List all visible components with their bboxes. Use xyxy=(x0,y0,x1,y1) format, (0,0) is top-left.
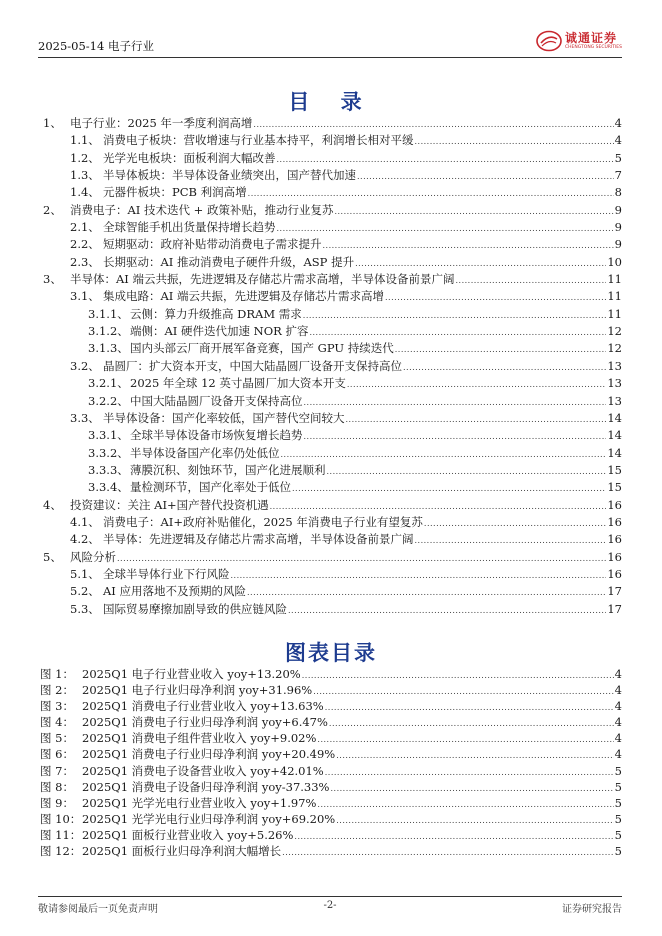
entry-number: 3.1.2、 xyxy=(88,324,129,339)
leader-dots xyxy=(355,255,606,272)
toc-entry[interactable] xyxy=(40,150,622,167)
toc-entry[interactable] xyxy=(40,601,622,618)
toc-entry[interactable] xyxy=(40,549,622,566)
leader-dots xyxy=(357,168,614,185)
entry-number: 图 6： xyxy=(40,747,74,762)
entry-title: 薄膜沉积、刻蚀环节，国产化进展顺利 xyxy=(130,462,326,477)
entry-page: 12 xyxy=(607,341,622,356)
entry-number: 图 12： xyxy=(40,844,82,859)
entry-number: 3.1.1、 xyxy=(88,306,129,321)
leader-dots xyxy=(336,748,613,764)
leader-dots xyxy=(309,324,606,341)
entry-title: 消费电子板块：营收增速与行业基本持平，利润增长相对平缓 xyxy=(103,133,414,148)
entry-title: 半导体板块：半导体设备业绩突出，国产替代加速 xyxy=(103,168,356,183)
figure-entry[interactable] xyxy=(40,843,622,859)
entry-number: 5.1、 xyxy=(70,566,100,581)
figure-entry[interactable] xyxy=(40,666,622,682)
entry-title: 全球半导体行业下行风险 xyxy=(103,566,230,581)
entry-title: 半导体设备：国产化率较低，国产替代空间较大 xyxy=(103,410,345,425)
figure-entry[interactable] xyxy=(40,827,622,843)
toc-entry[interactable] xyxy=(40,323,622,340)
toc-entry[interactable] xyxy=(40,427,622,444)
leader-dots xyxy=(294,829,613,845)
entry-title: 光学光电板块：面板利润大幅改善 xyxy=(103,150,276,165)
leader-dots xyxy=(336,813,613,829)
leader-dots xyxy=(231,567,607,584)
leader-dots xyxy=(303,307,607,324)
leader-dots xyxy=(395,341,607,358)
entry-title: 消费电子：AI 技术迭代 + 政策补贴，推动行业复苏 xyxy=(70,202,334,217)
entry-page: 4 xyxy=(614,731,622,746)
leader-dots xyxy=(347,376,606,393)
entry-title: 风险分析 xyxy=(70,549,116,564)
entry-number: 4、 xyxy=(43,497,62,512)
entry-title: 消费电子：AI+政府补贴催化，2025 年消费电子行业有望复苏 xyxy=(103,514,423,529)
leader-dots xyxy=(304,428,607,445)
entry-title: 2025Q1 电子行业营业收入 yoy+13.20% xyxy=(82,667,301,681)
entry-page: 11 xyxy=(607,306,622,321)
toc-entry[interactable] xyxy=(40,340,622,357)
entry-title: 2025Q1 消费电子行业归母净利润 yoy+6.47% xyxy=(82,715,328,730)
entry-number: 1、 xyxy=(43,116,62,130)
entry-title: 短期驱动：政府补贴带动消费电子需求提升 xyxy=(103,237,322,252)
leader-dots xyxy=(281,446,607,463)
entry-page: 16 xyxy=(607,566,622,581)
entry-title: 2025 年全球 12 英寸晶圆厂加大资本开支 xyxy=(130,376,346,391)
figure-list xyxy=(40,666,622,859)
leader-dots xyxy=(248,185,614,202)
logo-chinese-name: 诚通证券 xyxy=(564,30,617,45)
figure-entry[interactable] xyxy=(40,714,622,730)
toc-entry[interactable] xyxy=(40,497,622,514)
entry-page: 16 xyxy=(607,497,622,512)
leader-dots xyxy=(330,781,613,797)
figure-entry[interactable] xyxy=(40,730,622,746)
toc-entry[interactable] xyxy=(40,236,622,253)
entry-number: 图 1： xyxy=(40,667,74,681)
entry-title: 元器件板块：PCB 利润高增 xyxy=(103,185,247,200)
toc-entry[interactable] xyxy=(40,132,622,149)
entry-title: 量检测环节，国产化率处于低位 xyxy=(130,480,291,495)
entry-number: 3.3.2、 xyxy=(88,445,129,460)
toc-entry[interactable] xyxy=(40,531,622,548)
leader-dots xyxy=(277,220,614,237)
entry-title: 投资建议：关注 AI+国产替代投资机遇 xyxy=(70,497,269,512)
toc-entry[interactable] xyxy=(40,115,622,132)
entry-title: 国际贸易摩擦加剧导致的供应链风险 xyxy=(103,601,287,616)
entry-number: 3.2.2、 xyxy=(88,393,129,408)
leader-dots xyxy=(385,289,606,306)
leader-dots xyxy=(325,700,614,716)
leader-dots xyxy=(117,550,606,567)
entry-number: 2、 xyxy=(43,202,62,217)
logo-english-name: CHENGTONG SECURITIES xyxy=(564,44,622,50)
entry-title: 2025Q1 消费电子设备营业收入 yoy+42.01% xyxy=(82,763,324,778)
figure-entry[interactable] xyxy=(40,763,622,779)
figure-entry[interactable] xyxy=(40,682,622,698)
entry-page: 7 xyxy=(614,168,622,183)
disclaimer-note: 敬请参阅最后一页免责声明 xyxy=(38,904,158,915)
entry-title: 中国大陆晶圆厂设备开支保持高位 xyxy=(130,393,303,408)
entry-page: 5 xyxy=(614,779,622,794)
entry-page: 15 xyxy=(607,480,622,495)
toc-entry[interactable] xyxy=(40,410,622,427)
toc-entry[interactable] xyxy=(40,202,622,219)
entry-title: 国内头部云厂商开展军备竞赛，国产 GPU 持续迭代 xyxy=(130,341,394,356)
entry-page: 13 xyxy=(607,358,622,373)
entry-number: 3.1.3、 xyxy=(88,341,129,356)
entry-page: 13 xyxy=(607,376,622,391)
toc-entry[interactable] xyxy=(40,445,622,462)
toc-entry[interactable] xyxy=(40,583,622,600)
page-header xyxy=(38,28,622,56)
leader-dots xyxy=(456,272,607,289)
entry-page: 4 xyxy=(614,116,622,130)
entry-page: 5 xyxy=(614,844,622,859)
entry-number: 5.2、 xyxy=(70,584,100,599)
entry-page: 5 xyxy=(614,150,622,165)
leader-dots xyxy=(253,116,613,133)
entry-page: 13 xyxy=(607,393,622,408)
leader-dots xyxy=(317,732,613,748)
leader-dots xyxy=(334,203,613,220)
entry-number: 3.2、 xyxy=(70,358,100,373)
entry-title: 2025Q1 消费电子组件营业收入 yoy+9.02% xyxy=(82,731,317,746)
entry-number: 1.2、 xyxy=(70,150,100,165)
entry-title: 半导体设备国产化率仍处低位 xyxy=(130,445,280,460)
entry-number: 4.2、 xyxy=(70,532,100,547)
entry-title: 2025Q1 光学光电行业归母净利润 yoy+69.20% xyxy=(82,811,336,826)
leader-dots xyxy=(415,133,614,150)
entry-number: 3、 xyxy=(43,272,62,287)
entry-number: 2.3、 xyxy=(70,254,100,269)
entry-page: 11 xyxy=(607,272,622,287)
entry-page: 15 xyxy=(607,462,622,477)
leader-dots xyxy=(327,463,607,480)
report-type: 证券研究报告 xyxy=(562,904,622,915)
leader-dots xyxy=(317,797,613,813)
entry-title: 2025Q1 光学光电行业营业收入 yoy+1.97% xyxy=(82,795,317,810)
entry-page: 17 xyxy=(607,601,622,616)
entry-page: 5 xyxy=(614,827,622,842)
entry-page: 4 xyxy=(614,133,622,148)
entry-page: 4 xyxy=(614,747,622,762)
leader-dots xyxy=(329,716,614,732)
toc-entry[interactable] xyxy=(40,479,622,496)
entry-page: 5 xyxy=(614,763,622,778)
entry-page: 14 xyxy=(607,410,622,425)
entry-title: 全球半导体设备市场恢复增长趋势 xyxy=(130,428,303,443)
leader-dots xyxy=(247,584,606,601)
leader-dots xyxy=(270,498,607,515)
toc-entry[interactable] xyxy=(40,184,622,201)
entry-number: 5、 xyxy=(43,549,62,564)
entry-page: 14 xyxy=(607,428,622,443)
toc-entry[interactable] xyxy=(40,271,622,288)
entry-number: 3.3、 xyxy=(70,410,100,425)
leader-dots xyxy=(292,480,606,497)
entry-page: 17 xyxy=(607,584,622,599)
entry-number: 图 4： xyxy=(40,715,74,730)
entry-title: 半导体：先进逻辑及存储芯片需求高增，半导体设备前景广阔 xyxy=(103,532,414,547)
entry-number: 3.3.4、 xyxy=(88,480,129,495)
entry-title: 端侧：AI 硬件迭代加速 NOR 扩容 xyxy=(130,324,309,339)
entry-page: 4 xyxy=(614,699,622,714)
entry-number: 图 8： xyxy=(40,779,74,794)
entry-page: 12 xyxy=(607,324,622,339)
toc-entry[interactable] xyxy=(40,393,622,410)
entry-title: AI 应用落地不及预期的风险 xyxy=(103,584,247,599)
entry-number: 3.1、 xyxy=(70,289,100,304)
figure-entry[interactable] xyxy=(40,746,622,762)
table-of-contents xyxy=(40,115,622,618)
header-date-sector: 2025-05-14 电子行业 xyxy=(38,39,154,53)
entry-page: 4 xyxy=(614,715,622,730)
entry-page: 16 xyxy=(607,532,622,547)
toc-entry[interactable] xyxy=(40,358,622,375)
header-rule xyxy=(38,57,622,58)
entry-number: 图 3： xyxy=(40,699,74,714)
entry-number: 图 5： xyxy=(40,731,74,746)
leader-dots xyxy=(323,237,614,254)
entry-page: 4 xyxy=(614,683,622,698)
figure-entry[interactable] xyxy=(40,779,622,795)
toc-entry[interactable] xyxy=(40,514,622,531)
entry-title: 2025Q1 面板行业营业收入 yoy+5.26% xyxy=(82,827,294,842)
entry-title: 2025Q1 消费电子行业营业收入 yoy+13.63% xyxy=(82,699,324,714)
leader-dots xyxy=(304,394,607,411)
toc-entry[interactable] xyxy=(40,288,622,305)
entry-page: 5 xyxy=(614,811,622,826)
toc-title: 目 录 xyxy=(288,89,374,114)
entry-number: 图 9： xyxy=(40,795,74,810)
entry-number: 图 11： xyxy=(40,827,82,842)
entry-number: 5.3、 xyxy=(70,601,100,616)
entry-page: 9 xyxy=(614,220,622,235)
toc-entry[interactable] xyxy=(40,566,622,583)
entry-title: 长期驱动：AI 推动消费电子硬件升级，ASP 提升 xyxy=(103,254,355,269)
entry-number: 2.2、 xyxy=(70,237,100,252)
entry-number: 3.3.1、 xyxy=(88,428,129,443)
entry-title: 云侧：算力升级推高 DRAM 需求 xyxy=(130,306,302,321)
entry-page: 14 xyxy=(607,445,622,460)
entry-number: 1.1、 xyxy=(70,133,100,148)
entry-number: 图 10： xyxy=(40,811,82,826)
page-number: -2- xyxy=(323,900,337,911)
entry-number: 图 7： xyxy=(40,763,74,778)
entry-title: 电子行业：2025 年一季度利润高增 xyxy=(70,116,253,130)
entry-title: 全球智能手机出货量保持增长趋势 xyxy=(103,220,276,235)
entry-number: 3.2.1、 xyxy=(88,376,129,391)
entry-page: 11 xyxy=(607,289,622,304)
toc-entry[interactable] xyxy=(40,167,622,184)
figure-entry[interactable] xyxy=(40,811,622,827)
entry-page: 8 xyxy=(614,185,622,200)
toc-entry[interactable] xyxy=(40,375,622,392)
entry-number: 图 2： xyxy=(40,683,74,698)
toc-entry[interactable] xyxy=(40,462,622,479)
leader-dots xyxy=(282,845,614,861)
figure-entry[interactable] xyxy=(40,698,622,714)
figure-entry[interactable] xyxy=(40,795,622,811)
entry-title: 2025Q1 消费电子设备归母净利润 yoy-37.33% xyxy=(82,779,330,794)
toc-entry[interactable] xyxy=(40,306,622,323)
entry-title: 2025Q1 电子行业归母净利润 yoy+31.96% xyxy=(82,683,313,698)
chengtong-logo-icon xyxy=(536,30,562,52)
leader-dots xyxy=(403,359,606,376)
entry-page: 10 xyxy=(607,254,622,269)
entry-page: 9 xyxy=(614,202,622,217)
entry-title: 2025Q1 面板行业归母净利润大幅增长 xyxy=(82,844,282,859)
entry-page: 16 xyxy=(607,549,622,564)
entry-page: 5 xyxy=(614,795,622,810)
entry-number: 1.3、 xyxy=(70,168,100,183)
entry-page: 4 xyxy=(614,667,622,681)
leader-dots xyxy=(313,684,613,700)
leader-dots xyxy=(424,515,606,532)
toc-entry[interactable] xyxy=(40,254,622,271)
entry-title: 半导体：AI 端云共振，先进逻辑及存储芯片需求高增，半导体设备前景广阔 xyxy=(70,272,455,287)
entry-title: 晶圆厂：扩大资本开支，中国大陆晶圆厂设备开支保持高位 xyxy=(103,358,402,373)
entry-title: 集成电路：AI 端云共振，先进逻辑及存储芯片需求高增 xyxy=(103,289,385,304)
company-logo xyxy=(536,28,622,54)
entry-number: 4.1、 xyxy=(70,514,100,529)
toc-entry[interactable] xyxy=(40,219,622,236)
leader-dots xyxy=(302,668,614,684)
leader-dots xyxy=(346,411,607,428)
leader-dots xyxy=(325,765,614,781)
entry-page: 16 xyxy=(607,514,622,529)
leader-dots xyxy=(288,602,606,619)
entry-number: 2.1、 xyxy=(70,220,100,235)
footer-rule xyxy=(38,896,622,897)
leader-dots xyxy=(277,151,614,168)
entry-number: 1.4、 xyxy=(70,185,100,200)
entry-page: 9 xyxy=(614,237,622,252)
entry-number: 3.3.3、 xyxy=(88,462,129,477)
leader-dots xyxy=(415,532,607,549)
entry-title: 2025Q1 消费电子行业归母净利润 yoy+20.49% xyxy=(82,747,336,762)
figures-title: 图表目录 xyxy=(285,640,377,665)
